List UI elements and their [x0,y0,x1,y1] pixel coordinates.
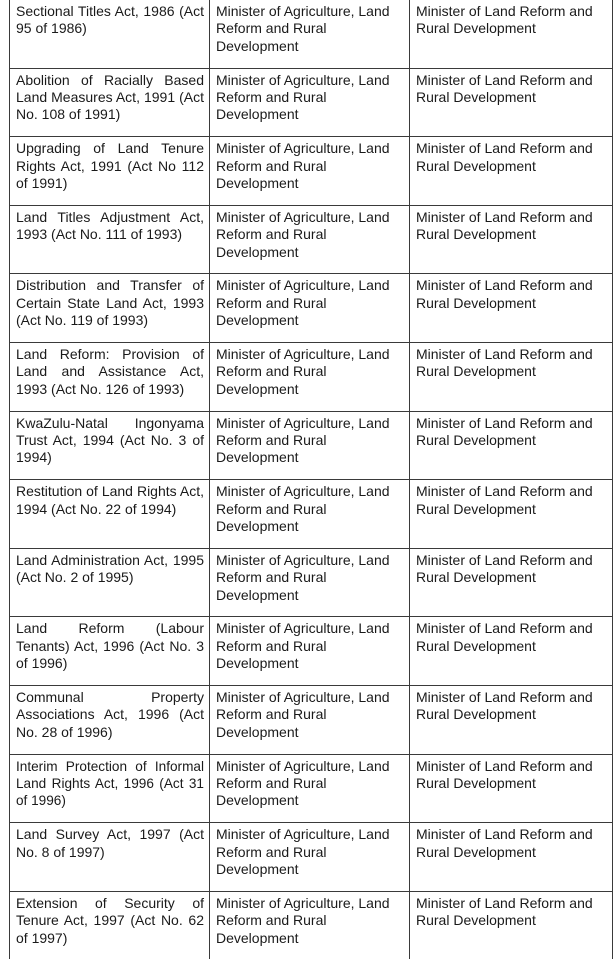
transferred-minister-cell: Minister of Land Reform and Rural Development [410,205,613,274]
table-row [10,274,613,343]
table-row [10,68,613,137]
table-row [10,342,613,411]
transferred-minister-cell: Minister of Land Reform and Rural Development [410,274,613,343]
legislation-table [9,0,613,959]
table-row [10,548,613,617]
act-name-cell: Restitution of Land Rights Act, 1994 (Act No. 22 of 1994) [10,480,210,549]
table-row [10,823,613,892]
assigned-minister-cell: Minister of Agriculture, Land Reform and Rural Development [210,685,410,754]
act-name-cell: Upgrading of Land Tenure Rights Act, 1991 (Act No 112 of 1991) [10,137,210,206]
transferred-minister-cell: Minister of Land Reform and Rural Development [410,617,613,686]
transferred-minister-cell: Minister of Land Reform and Rural Development [410,342,613,411]
assigned-minister-cell: Minister of Agriculture, Land Reform and Rural Development [210,480,410,549]
transferred-minister-cell: Minister of Land Reform and Rural Development [410,754,613,823]
table-row [10,480,613,549]
transferred-minister-cell: Minister of Land Reform and Rural Development [410,68,613,137]
table-row [10,754,613,823]
act-name-cell: KwaZulu-Natal Ingonyama Trust Act, 1994 (Act No. 3 of 1994) [10,411,210,480]
act-name-cell: Sectional Titles Act, 1986 (Act 95 of 1986) [10,0,210,68]
act-name-cell: Abolition of Racially Based Land Measures Act, 1991 (Act No. 108 of 1991) [10,68,210,137]
transferred-minister-cell: Minister of Land Reform and Rural Development [410,411,613,480]
act-name-cell: Distribution and Transfer of Certain State Land Act, 1993 (Act No. 119 of 1993) [10,274,210,343]
transferred-minister-cell: Minister of Land Reform and Rural Development [410,480,613,549]
act-name-cell: Interim Protection of Informal Land Rights Act, 1996 (Act 31 of 1996) [10,754,210,823]
assigned-minister-cell: Minister of Agriculture, Land Reform and Rural Development [210,891,410,959]
assigned-minister-cell: Minister of Agriculture, Land Reform and Rural Development [210,137,410,206]
table-row [10,617,613,686]
assigned-minister-cell: Minister of Agriculture, Land Reform and Rural Development [210,617,410,686]
assigned-minister-cell: Minister of Agriculture, Land Reform and Rural Development [210,823,410,892]
transferred-minister-cell: Minister of Land Reform and Rural Development [410,685,613,754]
table-row [10,137,613,206]
table-row [10,0,613,68]
act-name-cell: Extension of Security of Tenure Act, 1997 (Act No. 62 of 1997) [10,891,210,959]
table-row [10,685,613,754]
assigned-minister-cell: Minister of Agriculture, Land Reform and Rural Development [210,274,410,343]
transferred-minister-cell: Minister of Land Reform and Rural Development [410,823,613,892]
act-name-cell: Land Survey Act, 1997 (Act No. 8 of 1997) [10,823,210,892]
assigned-minister-cell: Minister of Agriculture, Land Reform and Rural Development [210,205,410,274]
transferred-minister-cell: Minister of Land Reform and Rural Development [410,137,613,206]
assigned-minister-cell: Minister of Agriculture, Land Reform and Rural Development [210,342,410,411]
act-name-cell: Land Titles Adjustment Act, 1993 (Act No. 111 of 1993) [10,205,210,274]
assigned-minister-cell: Minister of Agriculture, Land Reform and Rural Development [210,0,410,68]
table-row [10,411,613,480]
act-name-cell: Land Administration Act, 1995 (Act No. 2 of 1995) [10,548,210,617]
act-name-cell: Land Reform: Provision of Land and Assistance Act, 1993 (Act No. 126 of 1993) [10,342,210,411]
transferred-minister-cell: Minister of Land Reform and Rural Development [410,0,613,68]
assigned-minister-cell: Minister of Agriculture, Land Reform and Rural Development [210,754,410,823]
act-name-cell: Communal Property Associations Act, 1996 (Act No. 28 of 1996) [10,685,210,754]
assigned-minister-cell: Minister of Agriculture, Land Reform and Rural Development [210,411,410,480]
transferred-minister-cell: Minister of Land Reform and Rural Development [410,891,613,959]
assigned-minister-cell: Minister of Agriculture, Land Reform and Rural Development [210,548,410,617]
table-row [10,205,613,274]
transferred-minister-cell: Minister of Land Reform and Rural Development [410,548,613,617]
act-name-cell: Land Reform (Labour Tenants) Act, 1996 (Act No. 3 of 1996) [10,617,210,686]
assigned-minister-cell: Minister of Agriculture, Land Reform and Rural Development [210,68,410,137]
